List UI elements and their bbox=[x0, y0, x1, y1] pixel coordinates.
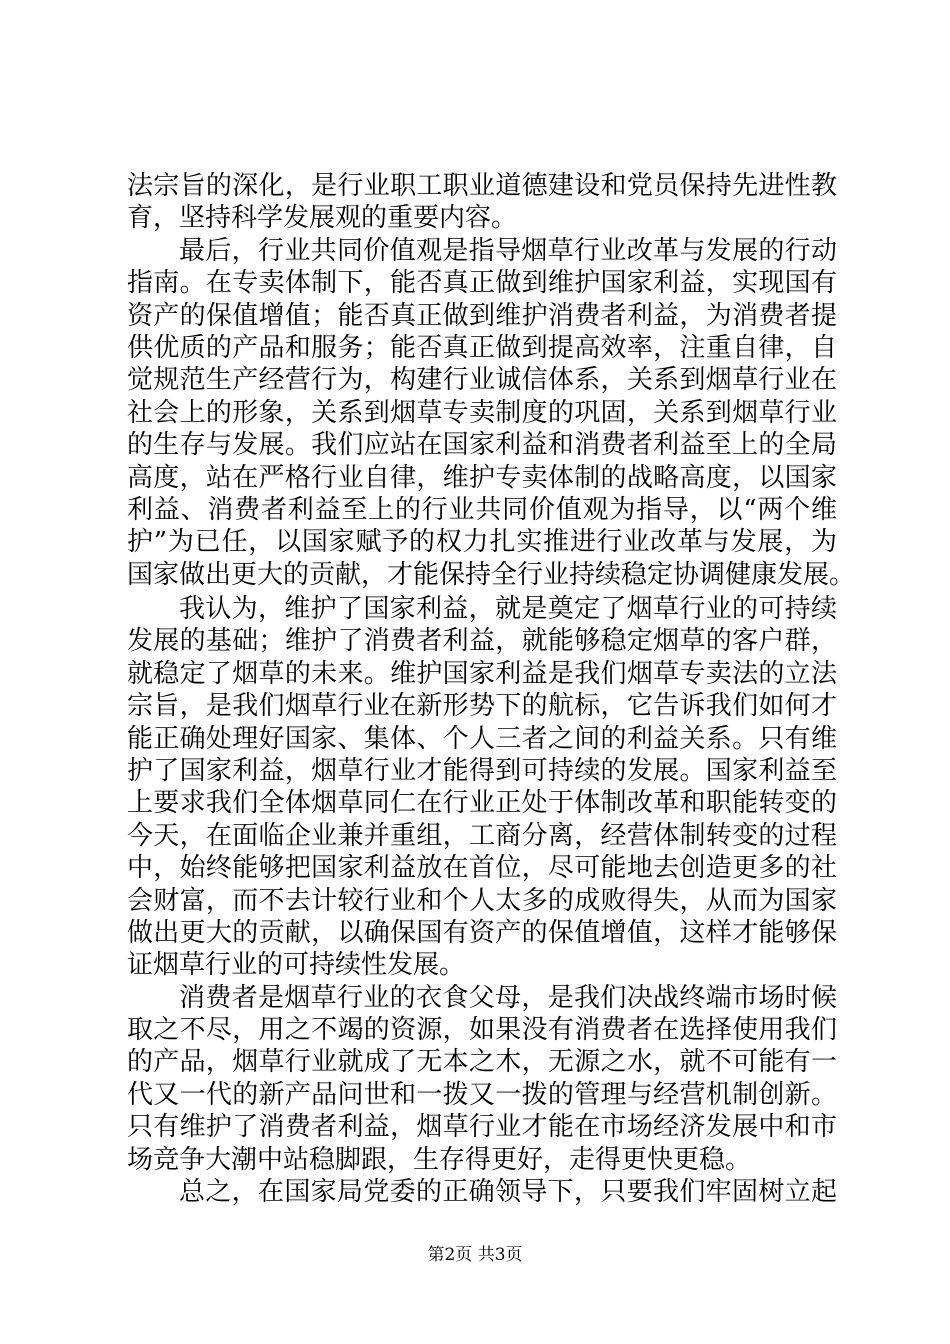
text-line: 社会上的形象，关系到烟草专卖制度的巩固，关系到烟草行业 bbox=[127, 397, 837, 428]
text-line: 场竞争大潮中站稳脚跟，生存得更好，走得更快更稳。 bbox=[127, 1144, 752, 1175]
text-line: 护”为已任，以国家赋予的权力扎实推进行业改革与发展，为 bbox=[127, 527, 837, 558]
text-block-2 bbox=[127, 593, 837, 1208]
text-line: 最后，行业共同价值观是指导烟草行业改革与发展的行动 bbox=[179, 235, 837, 266]
text-line: 只有维护了消费者利益，烟草行业才能在市场经济发展中和市 bbox=[127, 1112, 837, 1143]
text-line: 消费者是烟草行业的衣食父母，是我们决战终端市场时候 bbox=[179, 982, 837, 1013]
text-line: 国家做出更大的贡献，才能保持全行业持续稳定协调健康发展。 bbox=[127, 559, 856, 590]
text-line: 育，坚持科学发展观的重要内容。 bbox=[127, 203, 518, 234]
text-line: 高度，站在严格行业自律，维护专卖体制的战略高度，以国家 bbox=[127, 462, 837, 493]
text-line: 取之不尽，用之不竭的资源，如果没有消费者在选择使用我们 bbox=[127, 1015, 837, 1046]
text-line: 就稳定了烟草的未来。维护国家利益是我们烟草专卖法的立法 bbox=[127, 658, 837, 689]
text-block-1 bbox=[127, 170, 856, 591]
text-line: 利益、消费者利益至上的行业共同价值观为指导，以“两个维 bbox=[127, 494, 837, 525]
text-line: 觉规范生产经营行为，构建行业诚信体系，关系到烟草行业在 bbox=[127, 365, 837, 396]
text-line: 的生存与发展。我们应站在国家利益和消费者利益至上的全局 bbox=[127, 430, 837, 461]
text-line: 我认为，维护了国家利益，就是奠定了烟草行业的可持续 bbox=[179, 594, 837, 624]
text-line: 护了国家利益，烟草行业才能得到可持续的发展。国家利益至 bbox=[127, 755, 837, 786]
text-line: 做出更大的贡献，以确保国有资产的保值增值，这样才能够保 bbox=[127, 917, 837, 948]
text-line: 总之，在国家局党委的正确领导下，只要我们牢固树立起 bbox=[179, 1177, 837, 1208]
text-line: 资产的保值增值；能否真正做到维护消费者利益，为消费者提 bbox=[127, 300, 837, 331]
text-line: 的产品，烟草行业就成了无本之木，无源之水，就不可能有一 bbox=[127, 1047, 837, 1078]
text-line: 中，始终能够把国家利益放在首位，尽可能地去创造更多的社 bbox=[127, 853, 837, 884]
page-footer: 第2页 共3页 bbox=[427, 1245, 523, 1265]
text-line: 能正确处理好国家、集体、个人三者之间的利益关系。只有维 bbox=[127, 723, 837, 754]
text-line: 今天，在面临企业兼并重组，工商分离，经营体制转变的过程 bbox=[127, 820, 837, 851]
text-line: 发展的基础；维护了消费者利益，就能够稳定烟草的客户群， bbox=[127, 626, 837, 657]
text-line: 指南。在专卖体制下，能否真正做到维护国家利益，实现国有 bbox=[127, 268, 837, 299]
text-line: 供优质的产品和服务；能否真正做到提高效率，注重自律，自 bbox=[127, 332, 837, 363]
text-line: 证烟草行业的可持续性发展。 bbox=[127, 950, 466, 981]
text-line: 法宗旨的深化，是行业职工职业道德建设和党员保持先进性教 bbox=[127, 171, 837, 201]
text-line: 宗旨，是我们烟草行业在新形势下的航标，它告诉我们如何才 bbox=[127, 691, 837, 722]
text-line: 代又一代的新产品问世和一拨又一拨的管理与经营机制创新。 bbox=[127, 1079, 837, 1110]
text-line: 会财富，而不去计较行业和个人太多的成败得失，从而为国家 bbox=[127, 885, 837, 916]
text-line: 上要求我们全体烟草同仁在行业正处于体制改革和职能转变的 bbox=[127, 788, 837, 819]
